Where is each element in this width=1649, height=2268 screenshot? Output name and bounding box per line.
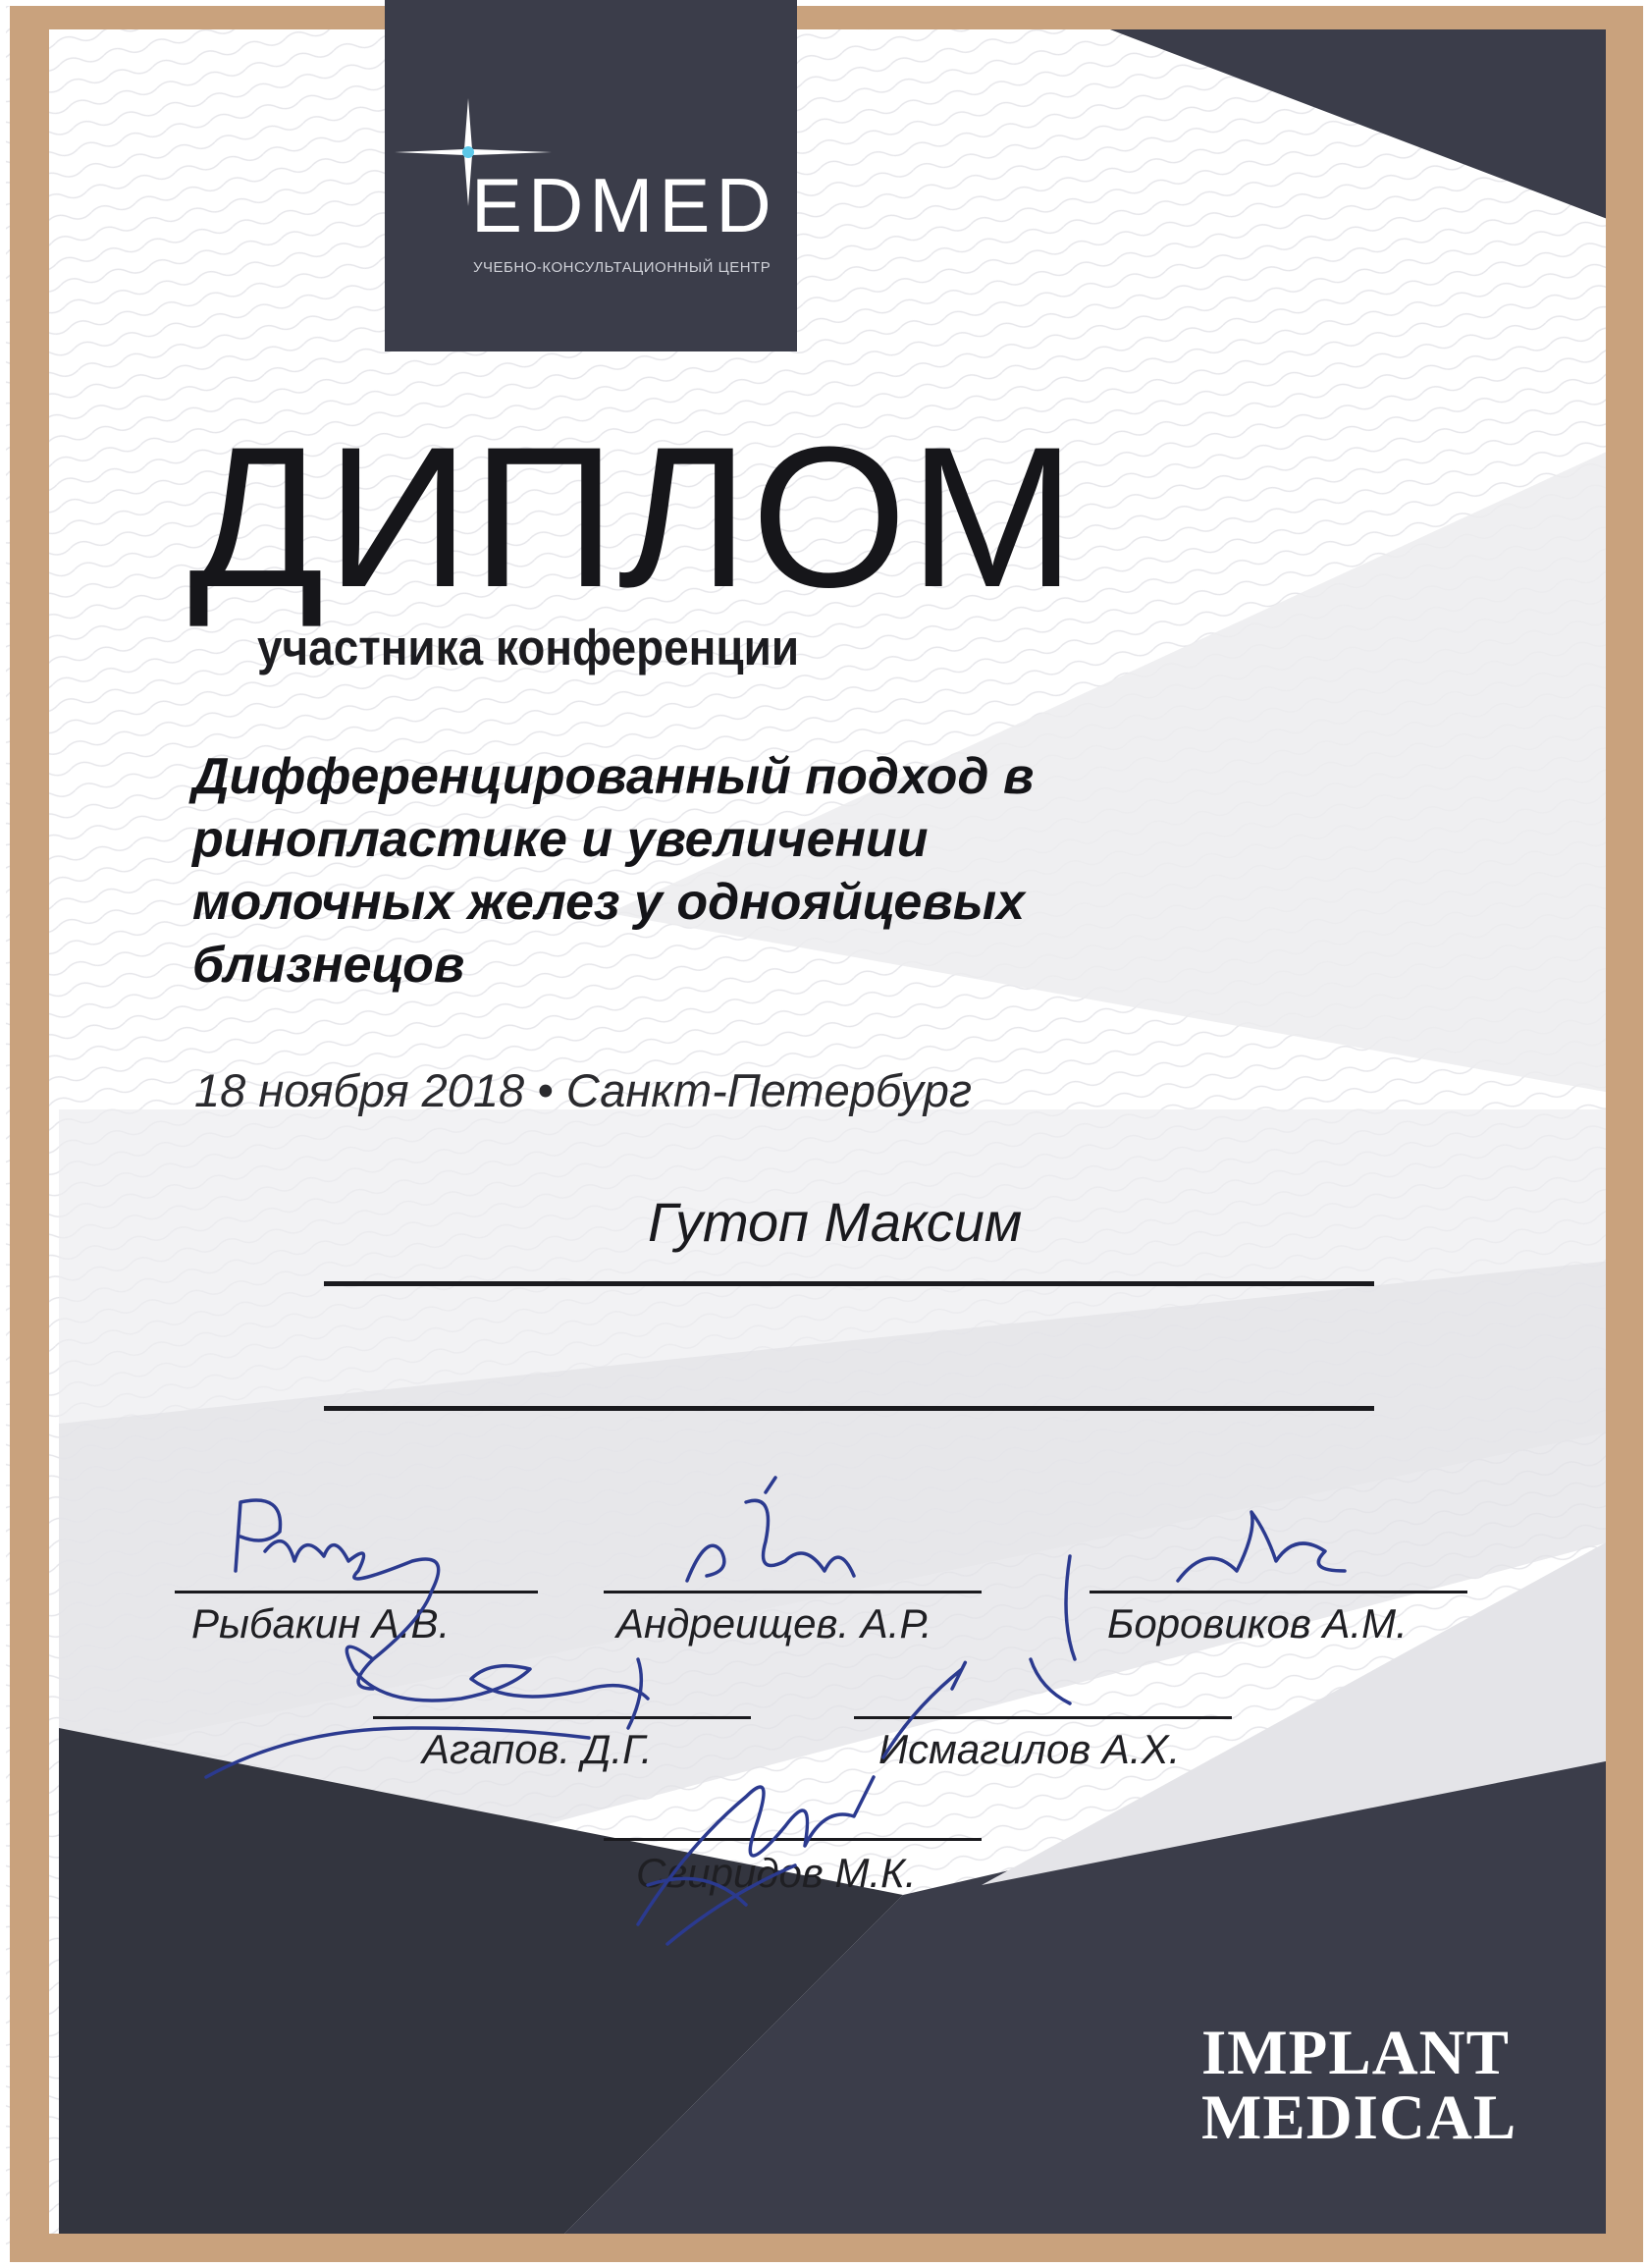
signature-line [1090, 1591, 1467, 1593]
signature-line [175, 1591, 538, 1593]
topic-line: молочных желез у однояйцевых [192, 873, 1026, 931]
signatory-name: Свиридов М.К. [636, 1850, 917, 1896]
signatory-name: Боровиков А.М. [1107, 1600, 1408, 1647]
topic-line: близнецов [192, 936, 465, 994]
edmed-logo-subtitle: УЧЕБНО-КОНСУЛЬТАЦИОННЫЙ ЦЕНТР [473, 259, 771, 276]
signatory-name: Рыбакин А.В. [191, 1600, 451, 1647]
implant-medical-logo [1201, 2018, 1525, 2154]
recipient-name: Гутоп Максим [648, 1191, 1023, 1253]
recipient-rule-second [324, 1406, 1374, 1411]
signatory-name: Андреищев. А.Р. [616, 1600, 932, 1647]
edmed-logo-panel [385, 0, 797, 351]
conference-topic [192, 746, 1272, 998]
signatory-name: Исмагилов А.Х. [878, 1726, 1181, 1772]
recipient-rule [324, 1281, 1374, 1286]
partner-logo-line: IMPLANT [1201, 2018, 1510, 2088]
partner-logo-line: MEDICAL [1201, 2082, 1517, 2154]
signature-line [604, 1838, 982, 1841]
topic-line: ринопластике и увеличении [192, 810, 929, 868]
diploma-subtitle: участника конференции [257, 620, 800, 675]
signature-line [854, 1716, 1232, 1719]
signature-line [373, 1716, 751, 1719]
signatory-name: Агапов. Д.Г. [422, 1726, 653, 1772]
event-date-location: 18 ноября 2018 • Санкт-Петербург [194, 1064, 973, 1116]
topic-line: Дифференцированный подход в [192, 748, 1035, 805]
signature-line [604, 1591, 982, 1593]
edmed-logo-text: EDMED [471, 162, 777, 248]
diploma-title: ДИПЛОМ [188, 405, 1078, 629]
